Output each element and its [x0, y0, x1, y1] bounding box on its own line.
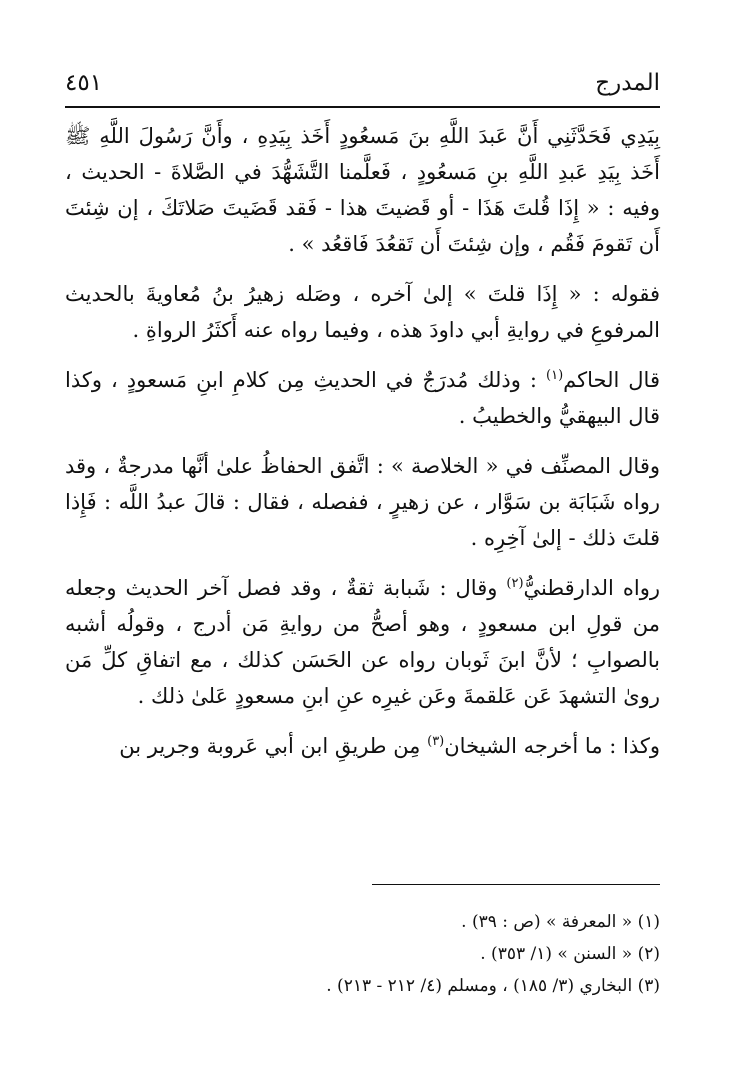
paragraph [65, 728, 660, 764]
paragraph [65, 448, 660, 556]
page-header [65, 62, 660, 108]
paragraph-text: بِيَدِي فَحَدَّثَنِي أَنَّ عَبدَ اللَّهِ بنَ مَسعُودٍ أَخَذ بِيَدِهِ ، وأَنَّ رَسُولَ اللَّهِ ﷺ أَخَذ بِيَدِ عَبدِ اللَّهِ بنِ مَسعُودٍ ، فَعلَّمنا التَّشَهُّدَ في الصَّلاةَ - الحديث ، وفيه : « إِذَا قُلتَ هَذَا - أو قَضيتَ هذا - فَقد قَضَيتَ صَلاتَكَ ، إن شِئتَ أَن تَقومَ فَقُم ، وإن شِئتَ أَن تَقعُدَ فَاقعُد » . [65, 124, 660, 256]
paragraph-text: مِن طريقِ ابن أبي عَروبة وجرير بن [119, 734, 428, 758]
running-title: المدرج [595, 70, 660, 96]
paragraph [65, 362, 660, 434]
footnote-marker: (٢) [506, 576, 524, 591]
footnotes [65, 906, 660, 1002]
footnote-marker: (٣) [427, 734, 445, 749]
paragraph-text: وكذا : ما أخرجه الشيخان [444, 734, 660, 758]
paragraph [65, 276, 660, 348]
main-text [65, 118, 660, 764]
paragraph [65, 570, 660, 714]
paragraph-text: وقال : شَبابة ثقةٌ ، وقد فصل آخر الحديث وجعله من قولِ ابن مسعودٍ ، وهو أصحُّ من روايةِ مَن أدرج ، وقولُه أشبه بالصوابِ ؛ لأنَّ ابنَ ثَوبان رواه عن الحَسَن كذلك ، مع اتفاقِ كلِّ مَن روىٰ التشهدَ عَن عَلقمةَ وعَن غيرِه عنِ ابنِ مسعودٍ عَلىٰ ذلك . [65, 576, 660, 708]
paragraph-text: رواه الدارقطنيُّ [523, 576, 660, 600]
page-number: ٤٥١ [65, 70, 103, 96]
footnote-marker: (١) [546, 368, 564, 383]
footnote: (١) « المعرفة » (ص : ٣٩) . [461, 912, 660, 932]
paragraph-text: : وذلك مُدرَجٌ في الحديثِ مِن كلامِ ابنِ مَسعودٍ ، وكذا قال البيهقيُّ والخطيبُ . [65, 368, 660, 428]
paragraph-text: وقال المصنِّف في « الخلاصة » : اتَّفق الحفاظُ علىٰ أنَّها مدرجةٌ ، وقد رواه شَبَابَة بن سَوَّار ، عن زهيرٍ ، ففصله ، فقال : قالَ عبدُ اللَّه : فَإِذا قلتَ ذلك - إلىٰ آخِرِه . [65, 454, 660, 550]
footnote-separator [372, 884, 660, 885]
paragraph-text: فقوله : « إِذَا قلتَ » إلىٰ آخره ، وصَله زهيرُ بنُ مُعاويةَ بالحديث المرفوعِ في روايةِ أبي داودَ هذه ، وفيما رواه عنه أَكثَرُ الرواةِ . [65, 282, 660, 342]
paragraph-text: قال الحاكم [563, 368, 660, 392]
footnote: (٢) « السنن » (١/ ٣٥٣) . [480, 944, 660, 964]
footnote: (٣) البخاري (٣/ ١٨٥) ، ومسلم (٤/ ٢١٢ - ٢١٣) . [326, 976, 660, 996]
paragraph [65, 118, 660, 262]
